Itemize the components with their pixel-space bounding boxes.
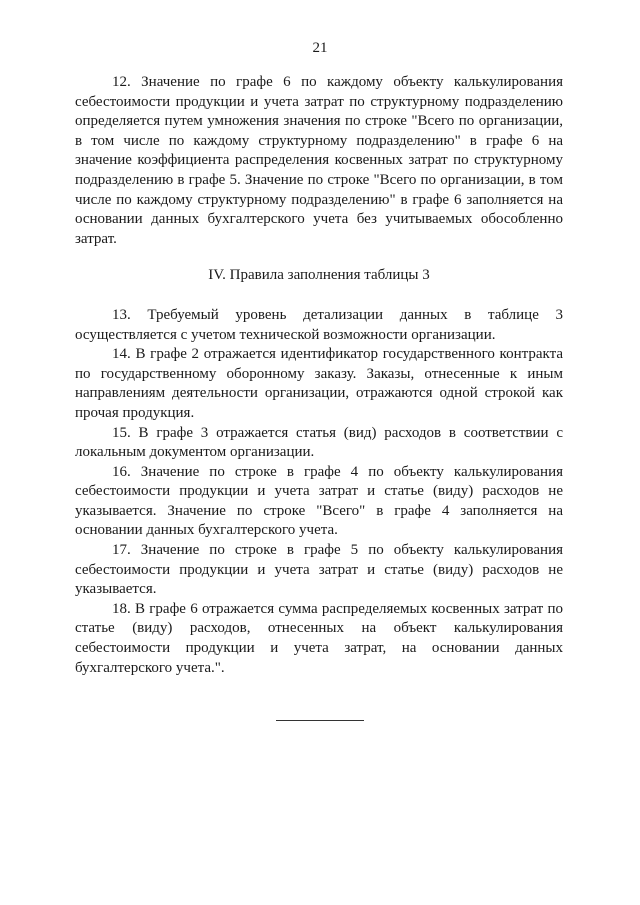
page-number: 21 [312, 40, 328, 56]
paragraph-15: 15. В графе 3 отражается статья (вид) расходов в соответствии с локальным документом организации. [75, 424, 563, 461]
paragraph-18: 18. В графе 6 отражается сумма распределяемых косвенных затрат по статье (виду) расходов, отнесенных на объект калькулирования себестоимости продукции и учета затрат, на основании данных бухгалтерского учета.". [75, 600, 563, 676]
paragraph-16: 16. Значение по строке в графе 4 по объекту калькулирования себестоимости продукции и учета затрат и статье (виду) расходов не указывается. Значение по строке "Всего" в графе 4 заполняется на основании данных бухгалтерского учета. [75, 463, 563, 539]
document-body [75, 73, 563, 678]
paragraph-13: 13. Требуемый уровень детализации данных в таблице 3 осуществляется с учетом технической возможности организации. [75, 306, 563, 343]
paragraph-17: 17. Значение по строке в графе 5 по объекту калькулирования себестоимости продукции и учета затрат и статье (виду) расходов не указывается. [75, 542, 563, 598]
end-of-document-rule [276, 720, 364, 721]
section-heading: IV. Правила заполнения таблицы 3 [208, 267, 430, 284]
paragraph-12: 12. Значение по графе 6 по каждому объекту калькулирования себестоимости продукции и учета затрат по структурному подразделению определяется путем умножения значения по строке "Всего по организации, в том числе по каждому структурному подразделению" в графе 6 на значение коэффициента распределения косвенных затрат по структурному подразделению в графе 5. Значение по строке "Всего по организации, в том числе по каждому структурному подразделению" в графе 6 заполняется на основании данных бухгалтерского учета без учитываемых обособленно затрат. [75, 74, 563, 247]
paragraph-14: 14. В графе 2 отражается идентификатор государственного контракта по государственному оборонному заказу. Заказы, отнесенные к иным направлениям деятельности организации, отражаются одной строкой как прочая продукция. [75, 346, 563, 421]
